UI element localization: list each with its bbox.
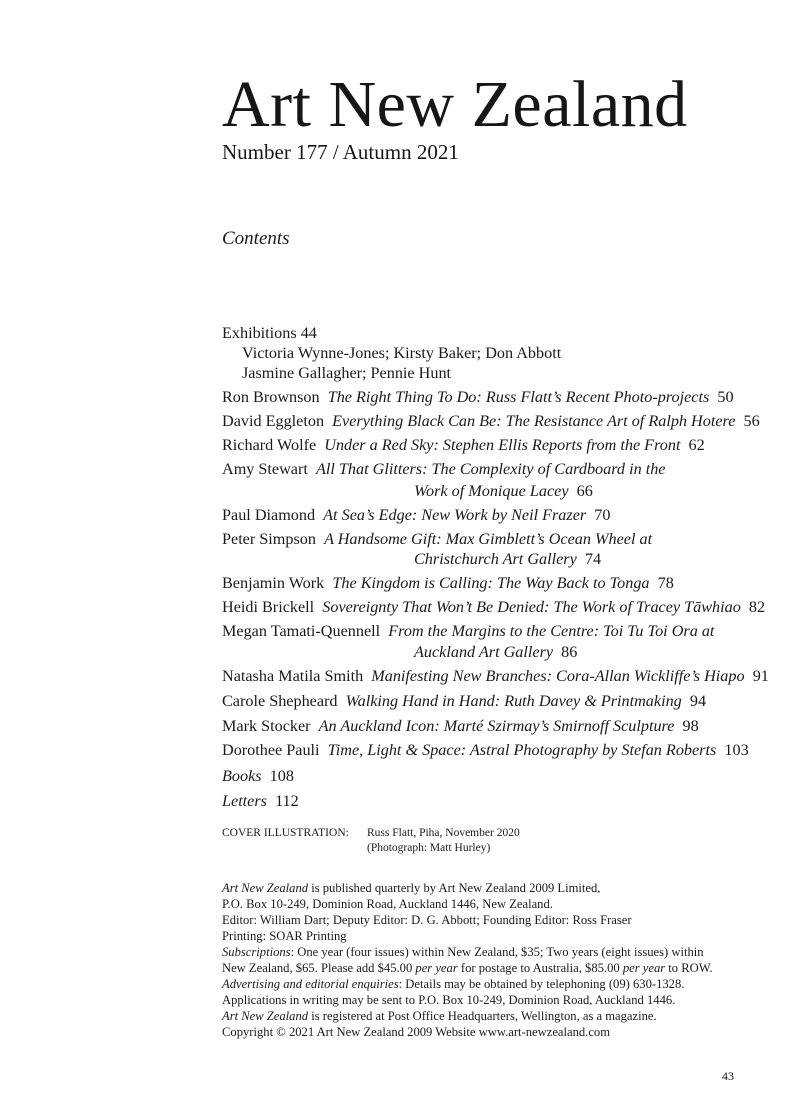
author: Richard Wolfe [222,436,317,454]
author: Mark Stocker [222,717,311,735]
toc-entry [222,691,706,711]
imprint-line: New Zealand, $65. Please add $45.00 per year for postage to Australia, $85.00 per year to ROW. [222,961,713,975]
page-number: 44 [300,324,317,342]
toc-books [222,766,294,786]
toc-entry [222,505,610,525]
toc-entry [222,411,760,431]
imprint-line: P.O. Box 10-249, Dominion Road, Auckland 1446, New Zealand. [222,897,553,911]
section-label: Exhibitions [222,324,297,342]
imprint-line: Subscriptions: One year (four issues) within New Zealand, $35; Two years (eight issues) within [222,945,704,959]
toc-entry [222,621,714,641]
page-number: 70 [594,506,611,524]
imprint-line: Copyright © 2021 Art New Zealand 2009 Website www.art-newzealand.com [222,1025,611,1039]
section-label: Letters [222,792,267,810]
page-number: 86 [561,643,578,661]
toc-entry [222,387,734,407]
exhibition-artists-line: Jasmine Gallagher; Pennie Hunt [242,364,452,382]
publication-imprint [222,880,782,1040]
imprint-line: Editor: William Dart; Deputy Editor: D. G. Abbott; Founding Editor: Ross Fraser [222,913,632,927]
toc-entry [222,740,749,760]
page-number: 94 [689,692,707,710]
toc-entry [222,597,765,617]
toc-entry [222,716,699,736]
toc-entry [222,435,705,455]
article-title-continued: Work of Monique Lacey [414,482,569,500]
author: Ron Brownson [222,388,320,406]
cover-illustration-credit [222,826,520,856]
author: Amy Stewart [222,460,308,478]
article-title-continued: Auckland Art Gallery [414,643,554,661]
toc-entry [222,459,666,479]
author: Benjamin Work [222,574,325,592]
masthead [222,68,688,164]
magazine-name: Art New Zealand [222,1009,309,1023]
page-number: 50 [717,388,734,406]
page-number: 112 [275,792,299,810]
imprint-line: Advertising and editorial enquiries: Details may be obtained by telephoning (09) 630-1328. [222,977,685,991]
cover-label: COVER ILLUSTRATION: [222,827,349,839]
toc-entry [222,666,769,686]
page-number: 91 [752,667,769,685]
imprint-line: Art New Zealand is registered at Post Office Headquarters, Wellington, as a magazine. [222,1009,657,1023]
page-number: 82 [748,598,766,616]
contents-heading: Contents [222,228,290,249]
article-title: Sovereignty That Won’t Be Denied: The Work of Tracey Tāwhiao [322,598,741,616]
article-title: All That Glitters: The Complexity of Cardboard in the [315,460,666,478]
page-number-folio: 43 [722,1069,734,1083]
author: Heidi Brickell [222,598,315,616]
article-title-continued: Christchurch Art Gallery [414,550,577,568]
magazine-name: Art New Zealand [222,881,309,895]
article-title: An Auckland Icon: Marté Szirmay’s Smirnoff Sculpture [318,717,675,735]
exhibition-artists-line: Victoria Wynne-Jones; Kirsty Baker; Don Abbott [242,344,562,362]
imprint-line: Printing: SOAR Printing [222,929,347,943]
magazine-title: Art New Zealand [222,68,688,141]
author: Carole Shepheard [222,692,338,710]
author: Megan Tamati-Quennell [222,622,381,640]
toc-entry [222,573,674,593]
article-title: Everything Black Can Be: The Resistance Art of Ralph Hotere [332,412,736,430]
article-title: The Kingdom is Calling: The Way Back to Tonga [332,574,650,592]
article-title: At Sea’s Edge: New Work by Neil Frazer [323,506,587,524]
article-title: From the Margins to the Centre: Toi Tu Toi Ora at [388,622,715,640]
author: David Eggleton [222,412,325,430]
page-number: 98 [682,717,699,735]
toc-entry-continuation [414,642,577,662]
article-title: Time, Light & Space: Astral Photography by Stefan Roberts [327,741,717,759]
toc-entry [222,529,652,549]
page-number: 103 [724,741,749,759]
page-number: 62 [688,436,705,454]
page-number: 74 [584,550,602,568]
issue-line: Number 177 / Autumn 2021 [222,140,459,164]
author: Paul Diamond [222,506,316,524]
page-number: 108 [269,767,294,785]
photo-credit: (Photograph: Matt Hurley) [367,842,491,854]
article-title: Walking Hand in Hand: Ruth Davey & Printmaking [345,692,682,710]
page-number: 66 [576,482,593,500]
cover-caption: Russ Flatt, Piha, November 2020 [367,827,520,839]
author: Dorothee Pauli [222,741,320,759]
page-number: 56 [743,412,760,430]
imprint-line: Applications in writing may be sent to P.O. Box 10-249, Dominion Road, Auckland 1446. [222,993,676,1007]
section-label: Books [222,767,262,785]
imprint-line: Art New Zealand is published quarterly by Art New Zealand 2009 Limited, [222,881,601,895]
page-number: 78 [657,574,674,592]
author: Natasha Matila Smith [222,667,364,685]
toc-entry-continuation [414,549,601,569]
article-title: Under a Red Sky: Stephen Ellis Reports from the Front [324,436,681,454]
article-title: Manifesting New Branches: Cora-Allan Wickliffe’s Hiapo [371,667,745,685]
author: Peter Simpson [222,530,316,548]
toc-letters [222,791,299,811]
article-title: The Right Thing To Do: Russ Flatt’s Recent Photo-projects [327,388,710,406]
toc-entry-continuation [414,481,593,501]
toc-exhibitions [222,323,317,343]
article-title: A Handsome Gift: Max Gimblett’s Ocean Wheel at [324,530,653,548]
